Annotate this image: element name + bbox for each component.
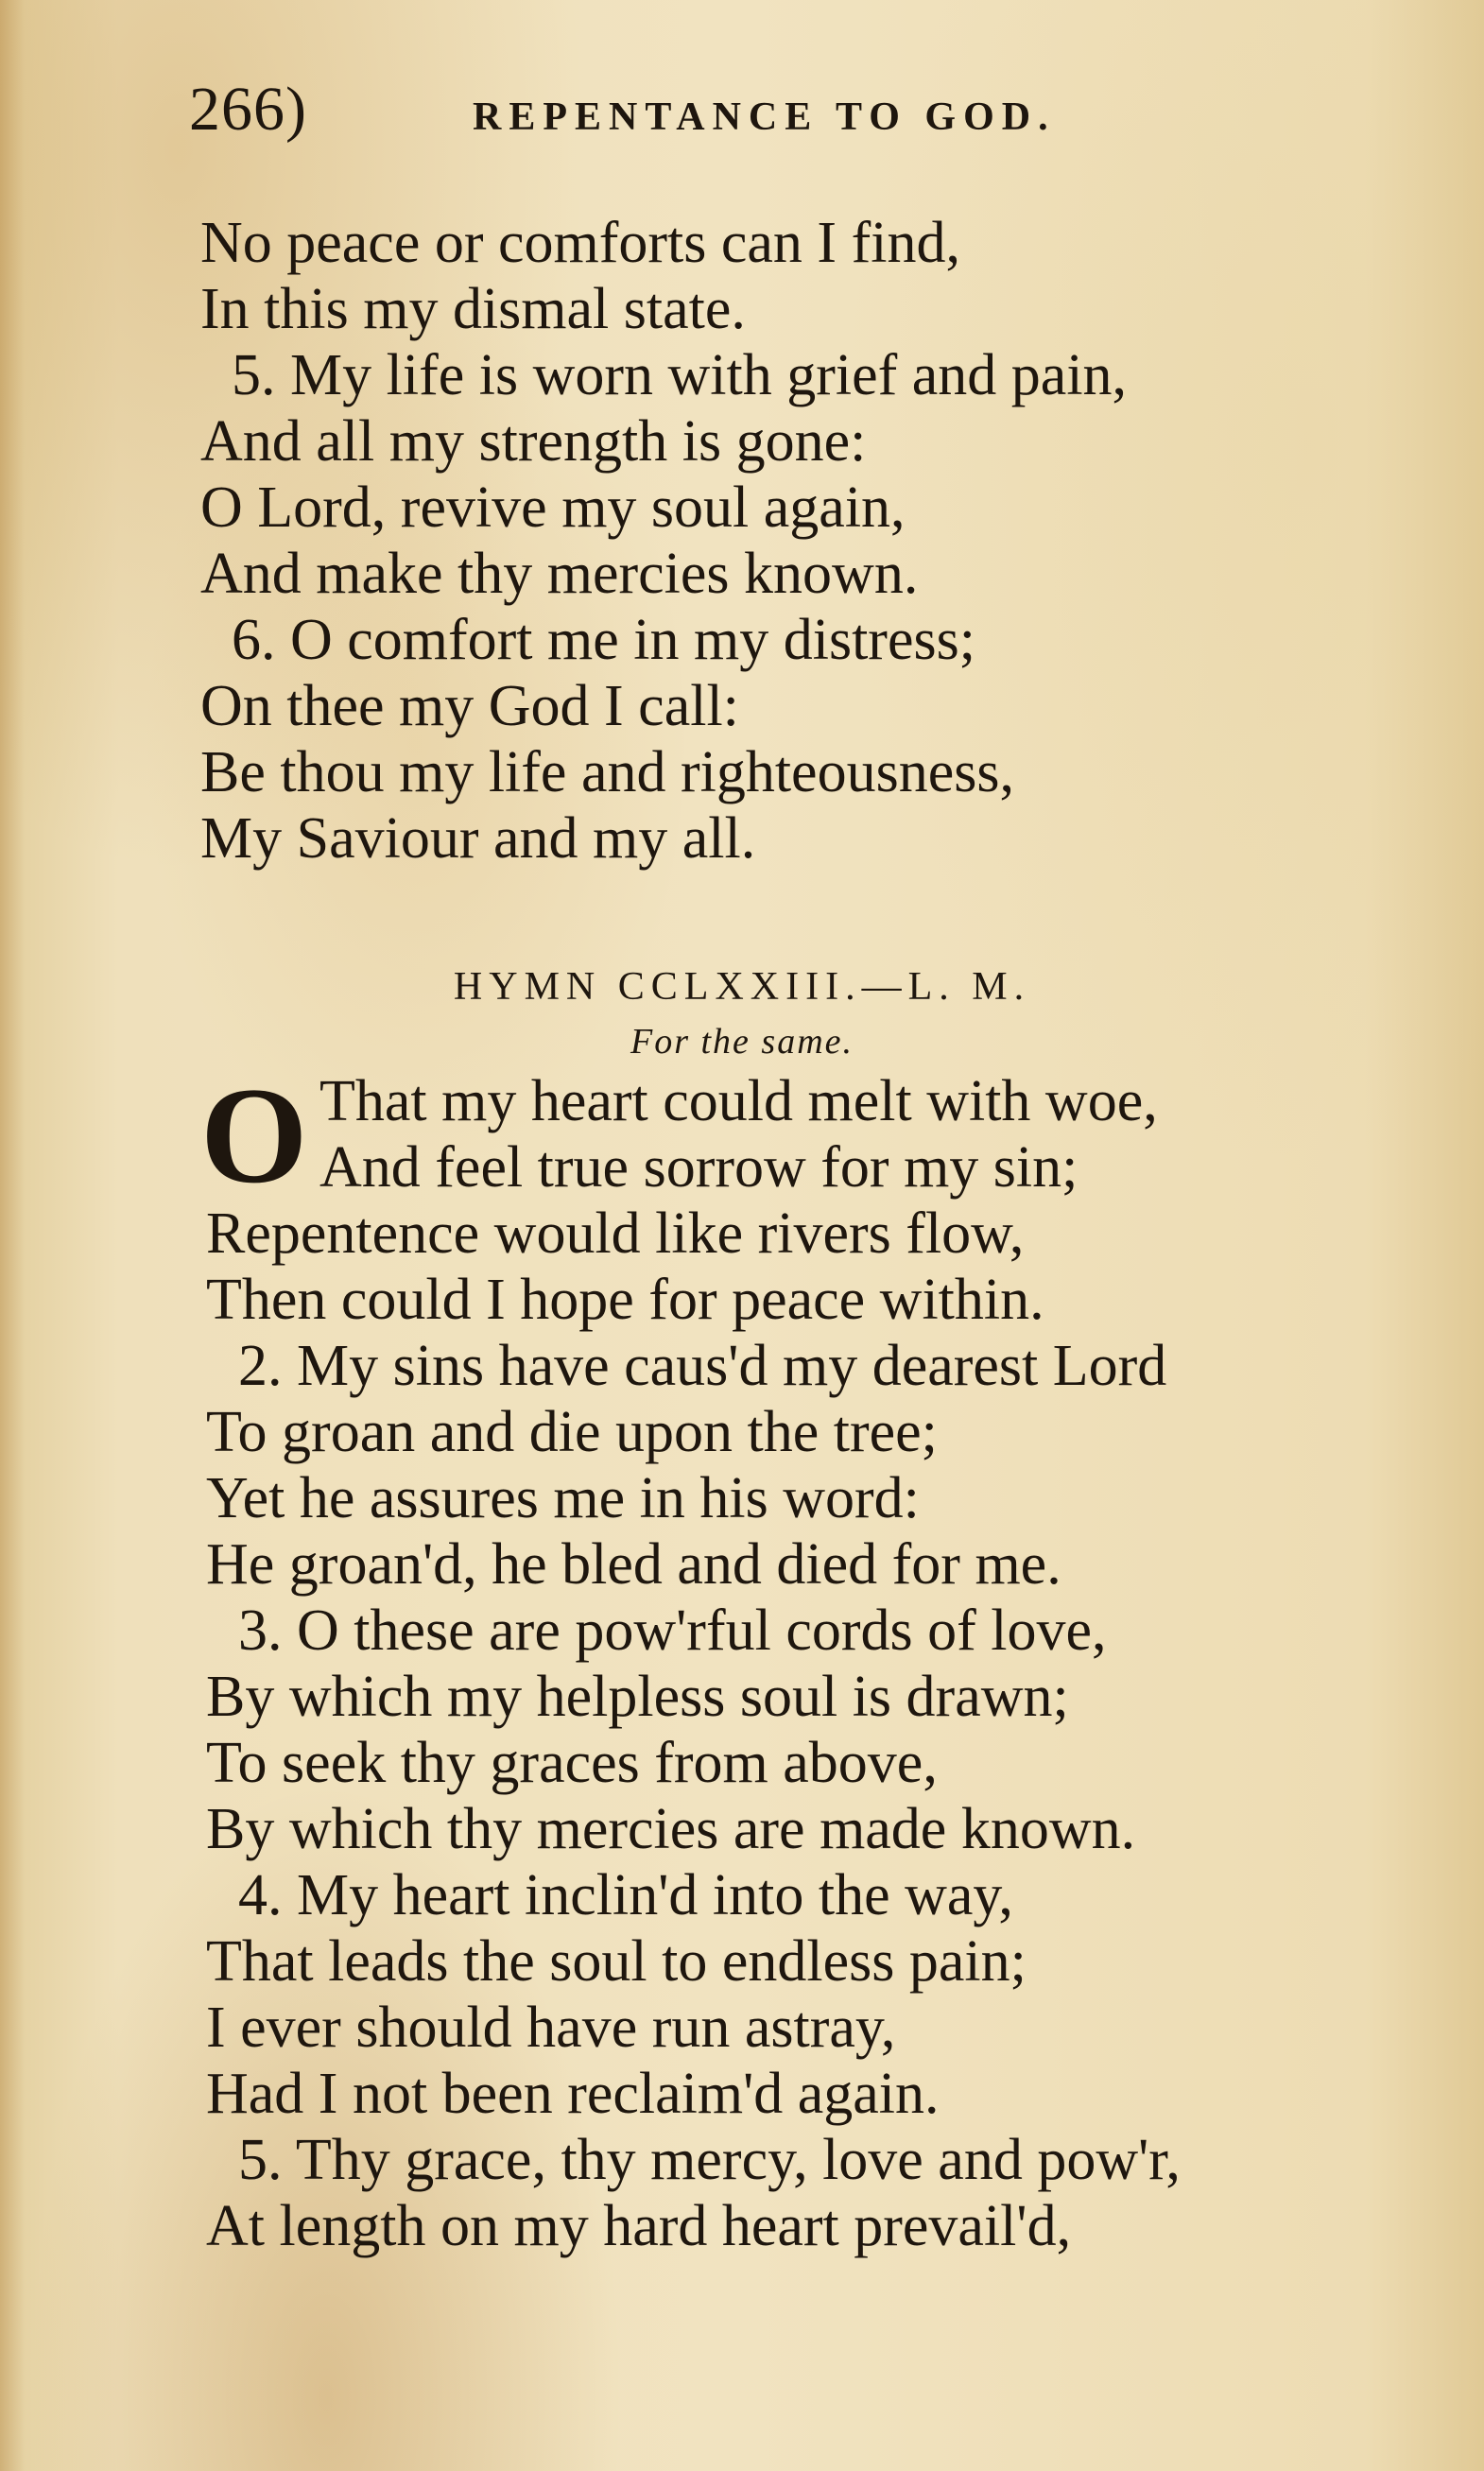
verse-line: In this my dismal state. (200, 277, 746, 341)
running-head: REPENTANCE TO GOD. (473, 95, 1056, 139)
verse-line: He groan'd, he bled and died for me. (206, 1532, 1061, 1597)
page-number: 266) (189, 75, 307, 144)
verse-line: Had I not been reclaim'd again. (206, 2062, 940, 2126)
verse-line: By which my helpless soul is drawn; (206, 1665, 1069, 1729)
verse-line: Then could I hope for peace within. (206, 1268, 1044, 1332)
verse-line: My Saviour and my all. (200, 806, 756, 871)
drop-cap: O (200, 1059, 308, 1212)
verse-line: And make thy mercies known. (200, 542, 919, 606)
verse-line: 5. Thy grace, thy mercy, love and pow'r, (238, 2128, 1181, 2192)
verse-line: To seek thy graces from above, (206, 1731, 938, 1795)
verse-line: 4. My heart inclin'd into the way, (238, 1863, 1013, 1927)
hymn-title: HYMN CCLXXIII.—L. M. (453, 965, 1031, 1009)
verse-line: No peace or comforts can I find, (200, 211, 960, 275)
verse-line: 3. O these are pow'rful cords of love, (238, 1598, 1107, 1663)
verse-line: At length on my hard heart prevail'd, (206, 2194, 1072, 2258)
verse-line: 6. O comfort me in my distress; (232, 608, 975, 672)
hymn-subtitle: For the same. (630, 1022, 854, 1062)
page-header (189, 74, 1229, 159)
verse-line: 2. My sins have caus'd my dearest Lord (238, 1334, 1167, 1398)
verse-line: Be thou my life and righteousness, (200, 740, 1014, 804)
verse-line: O Lord, revive my soul again, (200, 475, 906, 540)
verse-line: On thee my God I call: (200, 674, 739, 738)
verse-line: I ever should have run astray, (206, 1996, 896, 2060)
verse-line: That leads the soul to endless pain; (206, 1929, 1027, 1994)
verse-line: And all my strength is gone: (200, 409, 867, 474)
verse-line: Yet he assures me in his word: (206, 1466, 920, 1530)
verse-line: And feel true sorrow for my sin; (319, 1135, 1078, 1200)
verse-line: Repentence would like rivers flow, (206, 1201, 1025, 1266)
verse-line: That my heart could melt with woe, (319, 1069, 1158, 1133)
verse-line: By which thy mercies are made known. (206, 1797, 1136, 1861)
verse-line: 5. My life is worn with grief and pain, (232, 343, 1128, 407)
page-gutter-shadow (0, 0, 25, 2471)
verse-line: To groan and die upon the tree; (206, 1400, 938, 1464)
